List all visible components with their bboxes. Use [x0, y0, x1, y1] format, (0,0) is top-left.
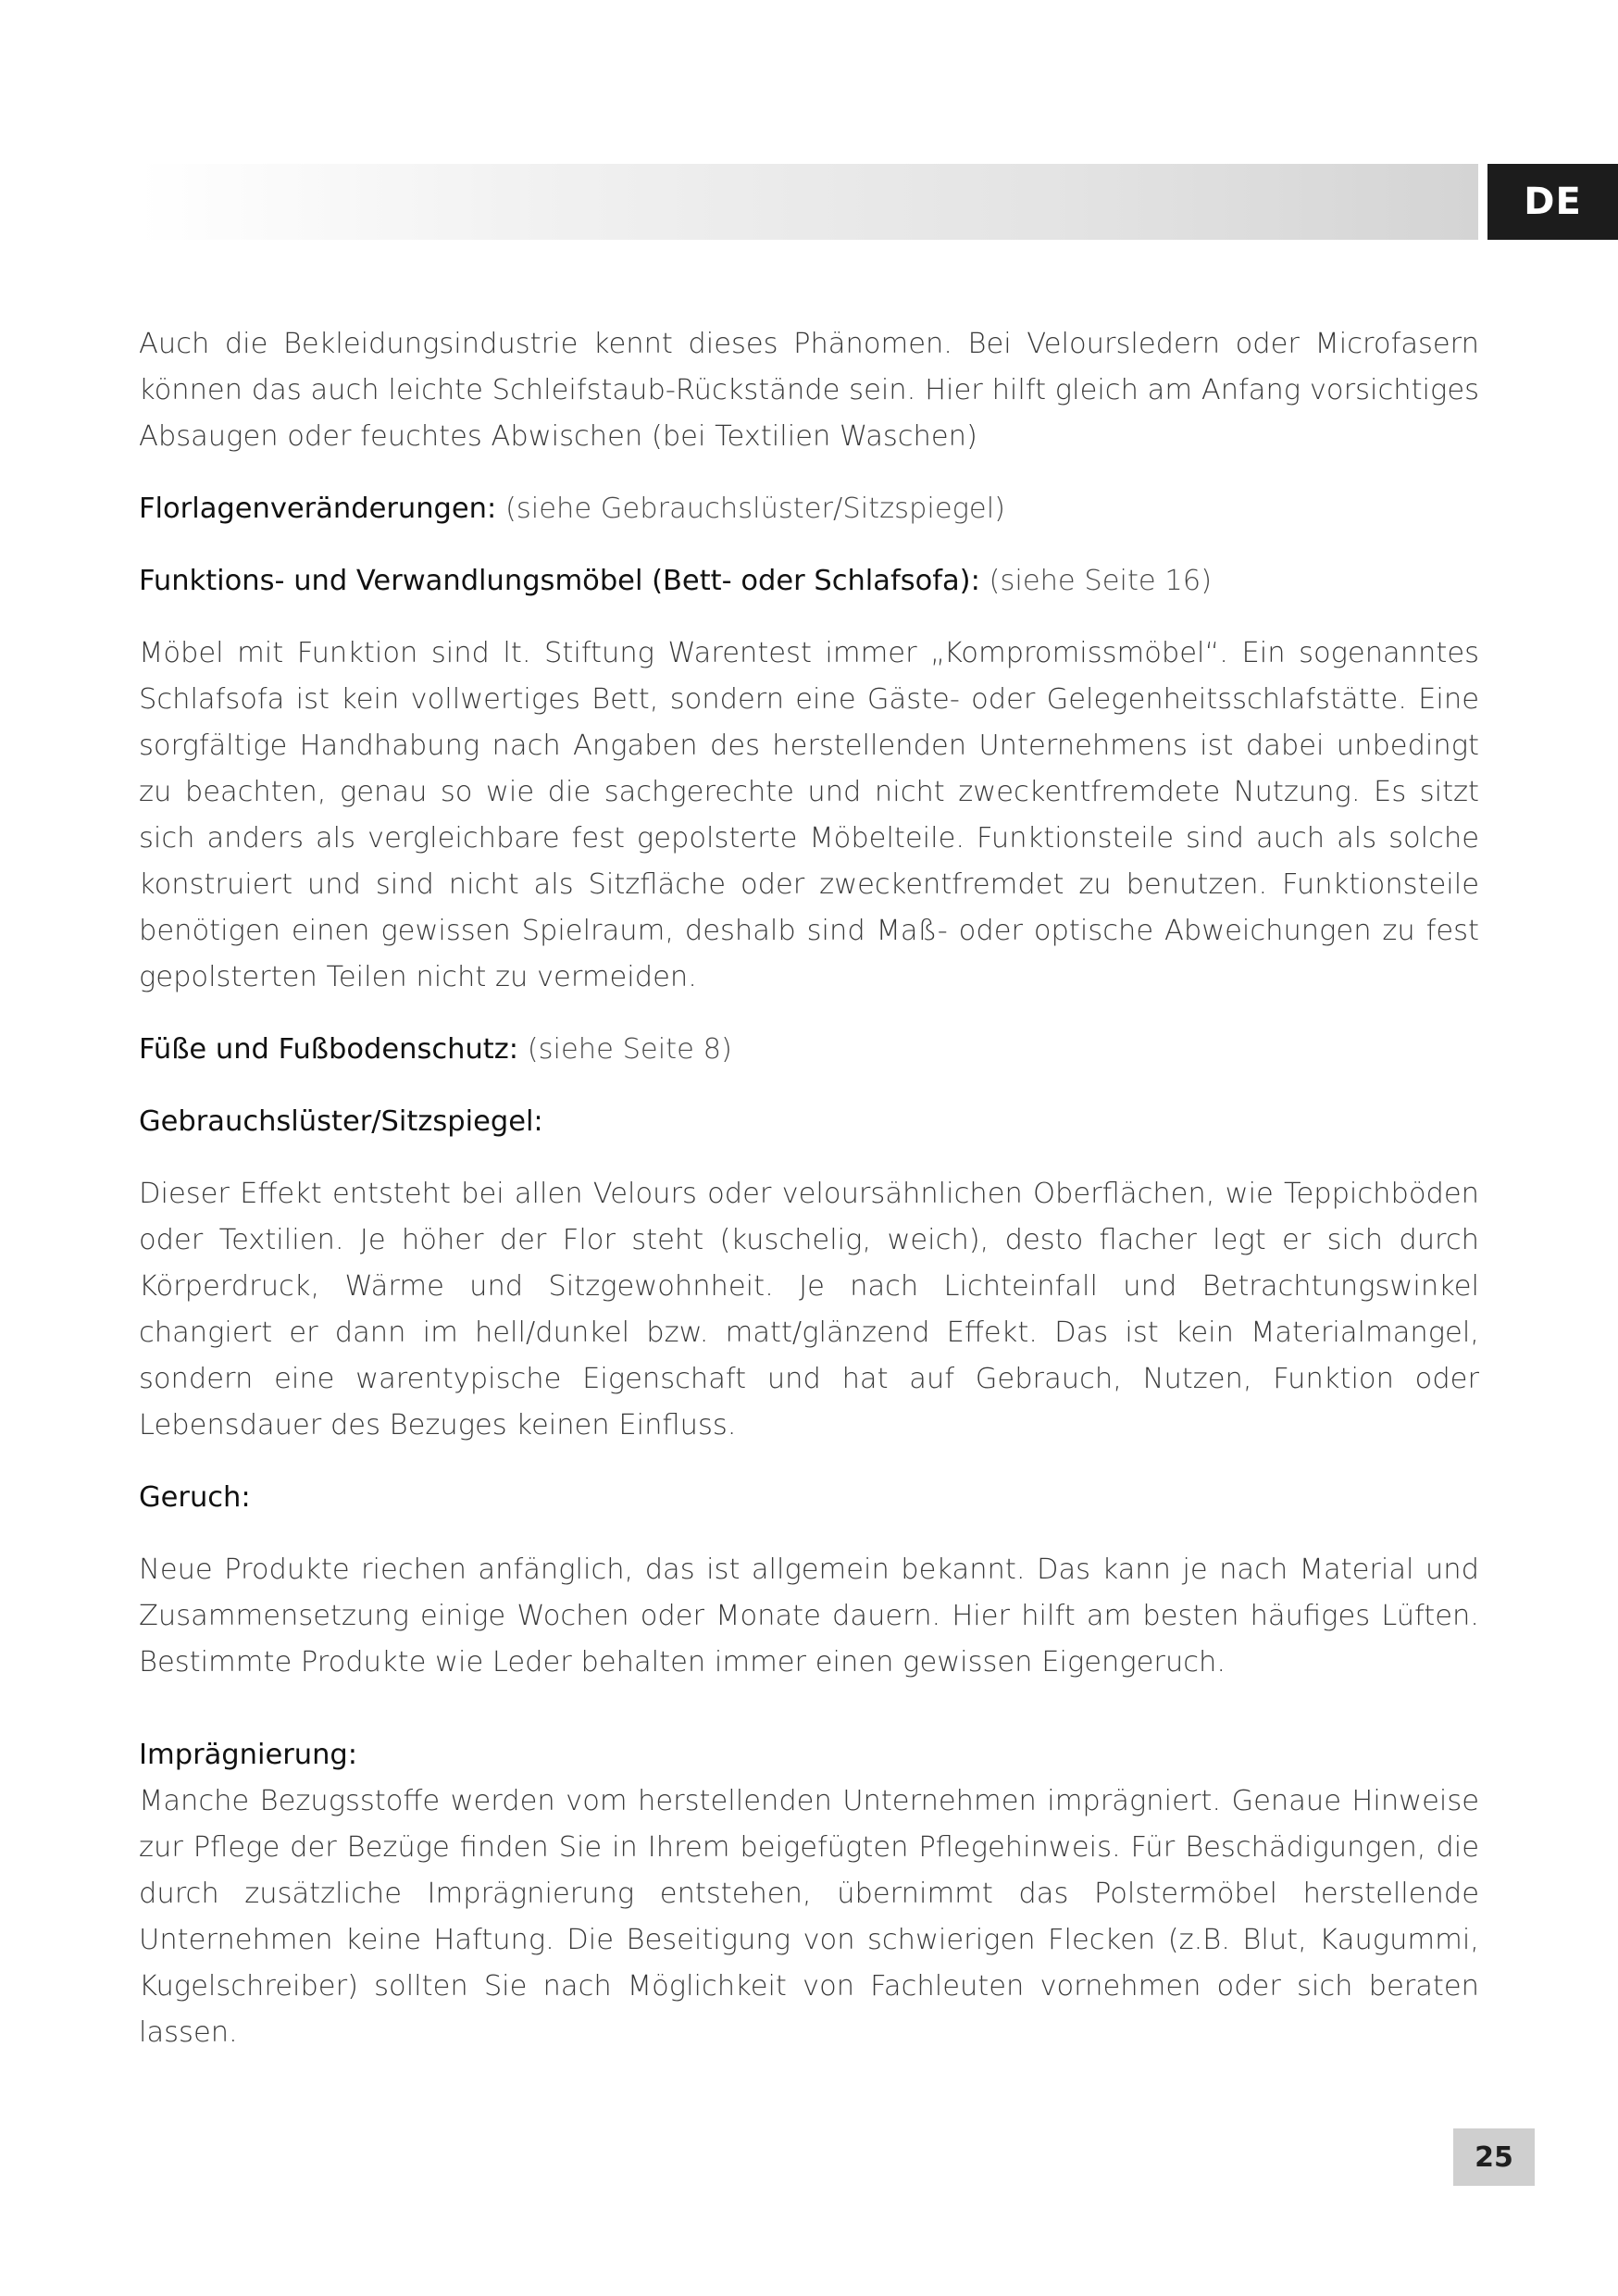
header-gradient-bar [139, 164, 1478, 240]
page-content [139, 321, 1479, 2056]
impraegnierung-heading [139, 1732, 1479, 1778]
impraegnierung-paragraph: Manche Bezugsstoffe werden vom herstellenden Unternehmen imprägniert. Genaue Hinweise zur Pflege der Bezüge finden Sie in Ihrem beigefügten Pflegehinweis. Für Beschädigungen, die durch zusätzliche Imprägnierung entstehen, übernimmt das Polstermöbel herstellende Unternehmen keine Haftung. Die Beseitigung von schwierigen Flecken (z.B. Blut, Kaugummi, Kugelschreiber) sollten Sie nach Möglichkeit von Fachleuten vornehmen oder sich beraten lassen. [139, 1785, 1479, 2049]
geruch-paragraph: Neue Produkte riechen anfänglich, das ist allgemein bekannt. Das kann je nach Material und Zusammensetzung einige Wochen oder Monate dauern. Hier hilft am besten häufiges Lüften. Bestimmte Produkte wie Leder behalten immer einen gewissen Eigengeruch. [139, 1554, 1479, 1678]
funktions-entry [139, 558, 1479, 605]
intro-paragraph: Auch die Bekleidungsindustrie kennt dieses Phänomen. Bei Veloursledern oder Microfasern können das auch leichte Schleifstaub-Rückstände sein. Hier hilft gleich am Anfang vorsichtiges Absaugen oder feuchtes Abwischen (bei Textilien Waschen) [139, 328, 1479, 453]
funktions-term: Funktions- und Verwandlungsmöbel (Bett- oder Schlafsofa): [139, 565, 980, 597]
fuesse-term: Füße und Fußbodenschutz: [139, 1033, 519, 1066]
florlagen-entry [139, 486, 1479, 532]
funktions-ref: (siehe Seite 16) [979, 565, 1213, 597]
impraegnierung-term: Imprägnierung: [139, 1739, 358, 1771]
gebrauchsluester-paragraph: Dieser Effekt entsteht bei allen Velours oder veloursähnlichen Oberflächen, wie Teppichböden oder Textilien. Je höher der Flor steht (kuschelig, weich), desto flacher legt er sich durch Körperdruck, Wärme und Sitzgewohnheit. Je nach Lichteinfall und Betrachtungswinkel changiert er dann im hell/dunkel bzw. matt/glänzend Effekt. Das ist kein Materialmangel, sondern eine warentypische Eigenschaft und hat auf Gebrauch, Nutzen, Funktion oder Lebensdauer des Bezuges keinen Einfluss. [139, 1178, 1479, 1441]
language-tab: DE [1487, 164, 1618, 240]
florlagen-term: Florlagenveränderungen: [139, 493, 497, 525]
funktions-paragraph: Möbel mit Funktion sind lt. Stiftung Warentest immer „Kompromissmöbel“. Ein sogenanntes Schlafsofa ist kein vollwertiges Bett, sondern eine Gäste- oder Gelegenheitsschlafstätte. Eine sorgfältige Handhabung nach Angaben des herstellenden Unternehmens ist dabei unbedingt zu beachten, genau so wie die sachgerechte und nicht zweckentfremdete Nutzung. Es sitzt sich anders als vergleichbare fest gepolsterte Möbelteile. Funktionsteile sind auch als solche konstruiert und sind nicht als Sitzfläche oder zweckentfremdet zu benutzen. Funktionsteile benötigen einen gewissen Spielraum, deshalb sind Maß- oder optische Abweichungen zu fest gepolsterten Teilen nicht zu vermeiden. [139, 637, 1479, 993]
geruch-heading [139, 1475, 1479, 1521]
fuesse-ref: (siehe Seite 8) [518, 1033, 732, 1066]
gebrauchsluester-term: Gebrauchslüster/Sitzspiegel: [139, 1105, 543, 1138]
page-number: 25 [1453, 2128, 1535, 2186]
gebrauchsluester-heading [139, 1099, 1479, 1145]
florlagen-ref: (siehe Gebrauchslüster/Sitzspiegel) [496, 493, 1006, 525]
geruch-term: Geruch: [139, 1481, 251, 1514]
fuesse-entry [139, 1027, 1479, 1073]
